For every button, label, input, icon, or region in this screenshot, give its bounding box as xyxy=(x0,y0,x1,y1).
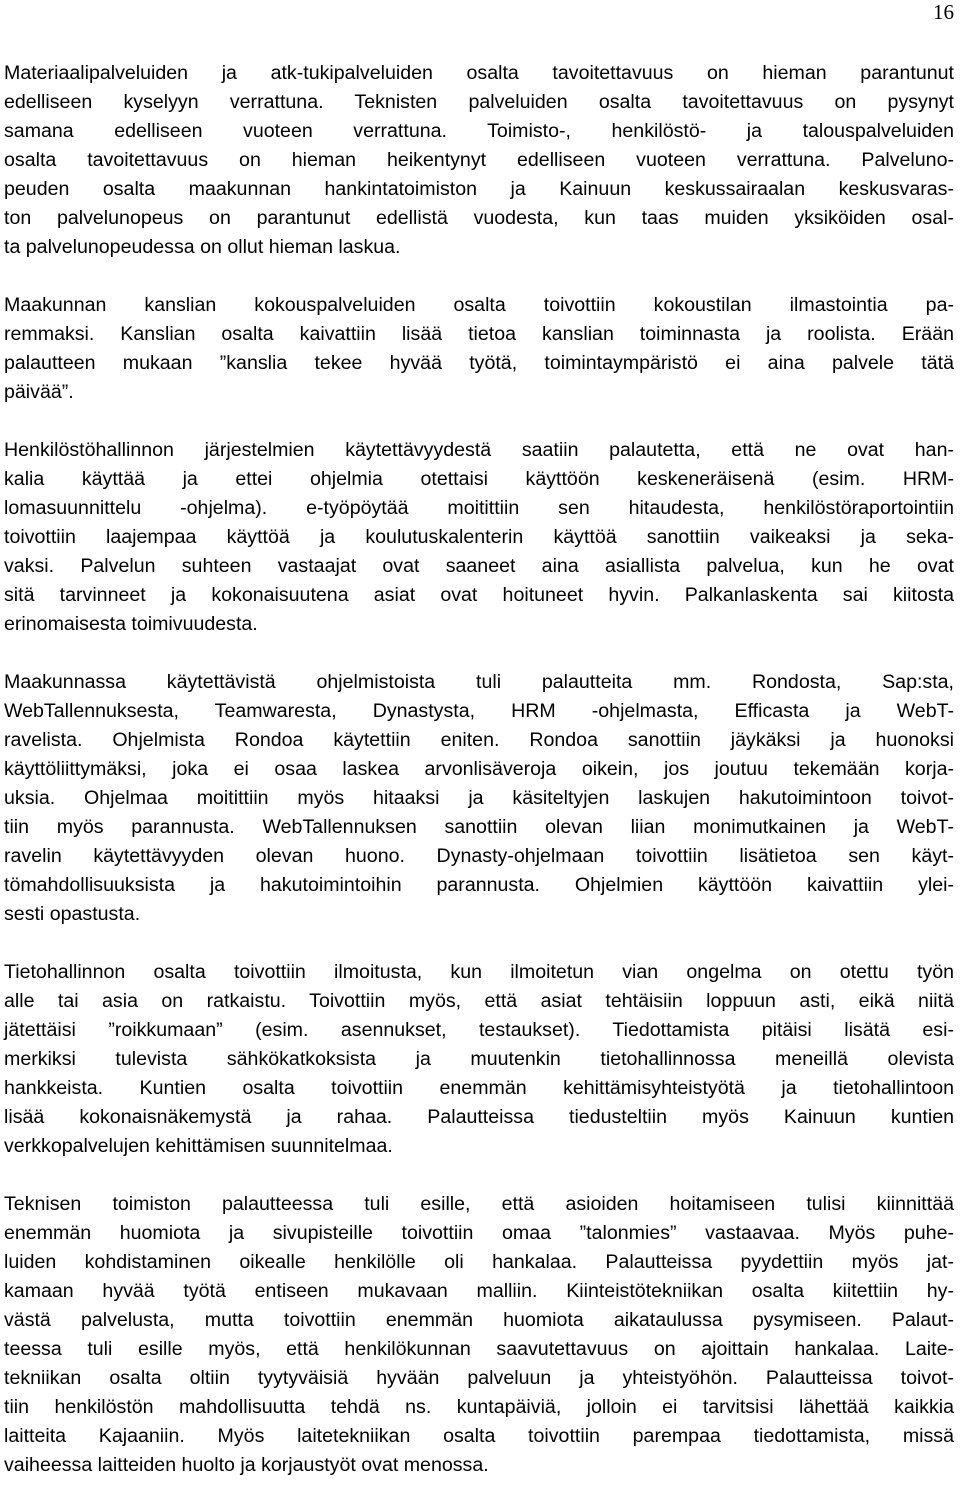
text-line: Maakunnan kanslian kokouspalveluiden osalta toivottiin kokoustilan ilmastointia pa- xyxy=(4,294,954,316)
text-line: tiin myös parannusta. WebTallennuksen sanottiin olevan liian monimutkainen ja WebT- xyxy=(4,816,954,838)
text-line: Henkilöstöhallinnon järjestelmien käytettävyydestä saatiin palautetta, että ne ovat han- xyxy=(4,439,954,461)
text-line: remmaksi. Kanslian osalta kaivattiin lisää tietoa kanslian toiminnasta ja roolista. Erään xyxy=(4,323,954,345)
document-body xyxy=(4,59,954,1509)
text-line: ravelin käytettävyyden olevan huono. Dynasty-ohjelmaan toivottiin lisätietoa sen käyt- xyxy=(4,845,954,867)
text-line: verkkopalvelujen kehittämisen suunnitelmaa. xyxy=(4,1135,393,1157)
text-line: Teknisen toimiston palautteessa tuli esille, että asioiden hoitamiseen tulisi kiinnittää xyxy=(4,1193,954,1215)
text-line: Materiaalipalveluiden ja atk-tukipalveluiden osalta tavoitettavuus on hieman parantunut xyxy=(4,62,954,84)
text-line: WebTallennuksesta, Teamwaresta, Dynastysta, HRM -ohjelmasta, Efficasta ja WebT- xyxy=(4,700,954,722)
text-line: enemmän huomiota ja sivupisteille toivottiin omaa ”talonmies” vastaavaa. Myös puhe- xyxy=(4,1222,954,1244)
text-line: tiin henkilöstön mahdollisuutta tehdä ns. kuntapäiviä, jolloin ei tarvitsisi lähettää kaikkia xyxy=(4,1396,954,1418)
paragraph-1 xyxy=(4,59,954,262)
text-line: laitteita Kajaaniin. Myös laitetekniikan osalta toivottiin parempaa tiedottamista, missä xyxy=(4,1425,954,1447)
text-line: sesti opastusta. xyxy=(4,903,141,925)
text-line: merkiksi tulevista sähkökatkoksista ja muutenkin tietohallinnossa meneillä olevista xyxy=(4,1048,954,1070)
text-line: vaiheessa laitteiden huolto ja korjaustyöt ovat menossa. xyxy=(4,1454,489,1476)
text-line: samana edelliseen vuoteen verrattuna. Toimisto-, henkilöstö- ja talouspalveluiden xyxy=(4,120,954,142)
text-line: ta palvelunopeudessa on ollut hieman laskua. xyxy=(4,236,401,258)
text-line: osalta tavoitettavuus on hieman heikentynyt edelliseen vuoteen verrattuna. Palveluno- xyxy=(4,149,954,171)
text-line: lisää kokonaisnäkemystä ja rahaa. Palautteissa tiedusteltiin myös Kainuun kuntien xyxy=(4,1106,954,1128)
text-line: teessa tuli esille myös, että henkilökunnan saavutettavuus on ajoittain hankalaa. Laite- xyxy=(4,1338,954,1360)
paragraph-4 xyxy=(4,668,954,929)
text-line: peuden osalta maakunnan hankintatoimiston ja Kainuun keskussairaalan keskusvaras- xyxy=(4,178,954,200)
paragraph-6 xyxy=(4,1190,954,1480)
paragraph-3 xyxy=(4,436,954,639)
text-line: jätettäisi ”roikkumaan” (esim. asennukset, testaukset). Tiedottamista pitäisi lisätä esi- xyxy=(4,1019,954,1041)
text-line: västä palvelusta, mutta toivottiin enemmän huomiota aikataulussa pysymiseen. Palaut- xyxy=(4,1309,954,1331)
text-line: ravelista. Ohjelmista Rondoa käytettiin eniten. Rondoa sanottiin jäykäksi ja huonoksi xyxy=(4,729,954,751)
text-line: käyttöliittymäksi, joka ei osaa laskea arvonlisäveroja oikein, jos joutuu tekemään korja- xyxy=(4,758,954,780)
text-line: uksia. Ohjelmaa moitittiin myös hitaaksi ja käsiteltyjen laskujen hakutoimintoon toivot- xyxy=(4,787,954,809)
text-line: palautteen mukaan ”kanslia tekee hyvää työtä, toimintaympäristö ei aina palvele tätä xyxy=(4,352,954,374)
paragraph-2 xyxy=(4,291,954,407)
text-line: Tietohallinnon osalta toivottiin ilmoitusta, kun ilmoitetun vian ongelma on otettu työn xyxy=(4,961,954,983)
paragraph-5 xyxy=(4,958,954,1161)
text-line: kamaan hyvää työtä entiseen mukavaan malliin. Kiinteistötekniikan osalta kiitettiin hy- xyxy=(4,1280,954,1302)
text-line: erinomaisesta toimivuudesta. xyxy=(4,613,258,635)
text-line: päivää”. xyxy=(4,381,74,403)
text-line: kalia käyttää ja ettei ohjelmia otettaisi käyttöön keskeneräisenä (esim. HRM- xyxy=(4,468,954,490)
text-line: hankkeista. Kuntien osalta toivottiin enemmän kehittämisyhteistyötä ja tietohallintoon xyxy=(4,1077,954,1099)
text-line: toivottiin laajempaa käyttöä ja koulutuskalenterin käyttöä sanottiin vaikeaksi ja seka- xyxy=(4,526,954,548)
page-number: 16 xyxy=(933,0,954,24)
text-line: sitä tarvinneet ja kokonaisuutena asiat ovat hoituneet hyvin. Palkanlaskenta sai kiitosta xyxy=(4,584,954,606)
text-line: ton palvelunopeus on parantunut edellistä vuodesta, kun taas muiden yksiköiden osal- xyxy=(4,207,954,229)
text-line: tekniikan osalta oltiin tyytyväisiä hyvään palveluun ja yhteistyöhön. Palautteissa toivot- xyxy=(4,1367,954,1389)
text-line: vaksi. Palvelun suhteen vastaajat ovat saaneet aina asiallista palvelua, kun he ovat xyxy=(4,555,954,577)
text-line: tömahdollisuuksista ja hakutoimintoihin parannusta. Ohjelmien käyttöön kaivattiin ylei- xyxy=(4,874,954,896)
text-line: Maakunnassa käytettävistä ohjelmistoista tuli palautteita mm. Rondosta, Sap:sta, xyxy=(4,671,954,693)
text-line: edelliseen kyselyyn verrattuna. Teknisten palveluiden osalta tavoitettavuus on pysynyt xyxy=(4,91,954,113)
text-line: alle tai asia on ratkaistu. Toivottiin myös, että asiat tehtäisiin loppuun asti, eikä niitä xyxy=(4,990,954,1012)
text-line: lomasuunnittelu -ohjelma). e-työpöytää moitittiin sen hitaudesta, henkilöstöraportointiin xyxy=(4,497,954,519)
text-line: luiden kohdistaminen oikealle henkilölle oli hankalaa. Palautteissa pyydettiin myös jat- xyxy=(4,1251,954,1273)
